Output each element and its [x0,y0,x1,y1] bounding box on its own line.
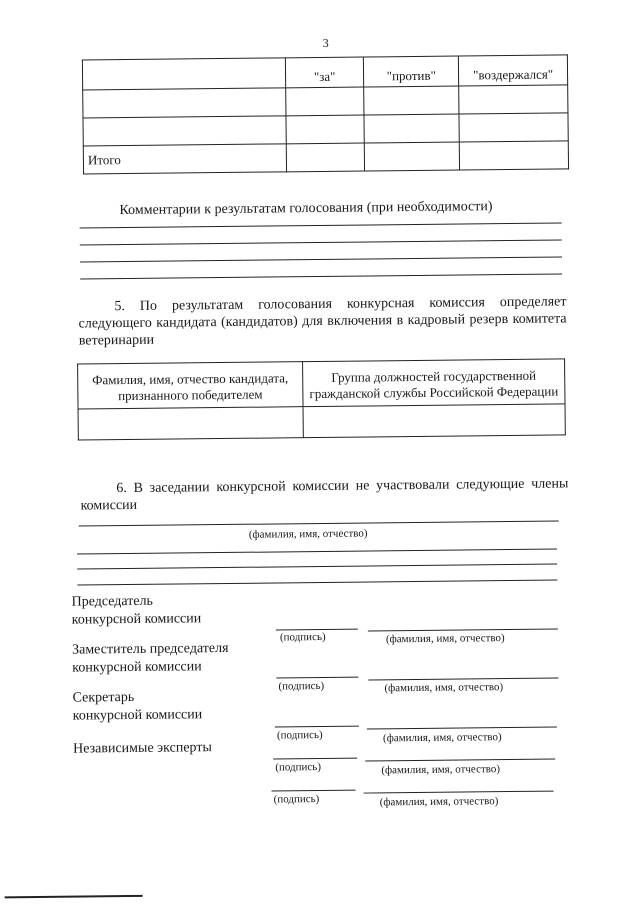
experts-title: Независимые эксперты [73,740,212,757]
fio-line [368,629,558,632]
section-5-paragraph [78,293,567,349]
fio-line [368,678,558,681]
fio-caption: (фамилия, имя, отчество) [381,763,501,777]
signature-caption: (подпись) [278,679,325,693]
table-cell [364,114,459,143]
fio-caption: (фамилия, имя, отчество) [382,731,502,745]
absent-member-line [79,521,559,527]
table-cell [83,88,286,118]
table-cell [78,407,303,440]
table-header-row [78,359,565,409]
secretary-role [72,688,202,725]
signature-line [272,790,356,792]
table-cell [286,143,365,172]
signature-caption: (подпись) [276,728,323,742]
table-cell [83,116,286,146]
position-group-header: Группа должностей государственной гражданской службы Российской Федерации [303,359,565,407]
absent-member-line [77,564,557,570]
signature-caption: (подпись) [273,793,320,806]
comment-line [80,239,562,245]
signature-line [275,726,359,728]
fio-caption: (фамилия, имя, отчество) [385,632,505,646]
section-6-text: 6. В заседании конкурсной комиссии не участвовали следующие члены комиссии [80,476,569,514]
deputy-commission: конкурсной комиссии [72,659,202,676]
chair-title: Председатель [71,593,153,610]
fio-line [364,791,554,794]
vote-results-table [82,54,569,174]
signature-caption: (подпись) [275,761,322,774]
header-cell-against: "против" [364,56,459,87]
signature-caption: (подпись) [279,630,326,644]
section-5-text: 5. По результатам голосования конкурсная комиссия определяет следующего кандидата (кандидатов) для включения в кадровый резерв комитета ветеринарии [78,294,567,349]
experts-role [73,739,212,758]
comment-line [80,256,562,262]
secretary-title: Секретарь [72,689,135,706]
fio-line [367,727,557,730]
header-cell-for: "за" [285,57,364,88]
chair-role [71,592,201,629]
candidate-table [77,358,566,440]
comments-label: Комментарии к результатам голосования (при необходимости) [119,199,493,219]
chair-commission: конкурсной комиссии [71,611,202,628]
table-cell [365,142,460,171]
table-cell [285,87,364,116]
fio-caption: (фамилия, имя, отчество) [248,527,368,541]
total-label-cell: Итого [83,144,286,174]
fio-line [365,759,555,762]
candidate-name-header: Фамилия, имя, отчество кандидата, признанного победителем [78,362,303,409]
absent-member-line [77,580,557,586]
table-row-total [83,141,568,174]
table-cell [459,85,568,114]
footnote-divider [5,895,143,898]
signature-line [273,758,357,760]
table-cell [459,113,568,142]
fio-caption: (фамилия, имя, отчество) [384,681,504,695]
table-cell [459,141,568,170]
signature-line [276,677,358,679]
page-number: 3 [322,35,329,50]
header-cell-abstained: "воздержался" [458,55,567,86]
section-6-paragraph [80,475,568,514]
absent-member-line [77,549,557,555]
table-cell [286,115,365,144]
fio-caption: (фамилия, имя, отчество) [379,795,499,809]
deputy-role [72,640,229,678]
table-row [78,404,565,440]
deputy-title: Заместитель председателя [71,640,229,658]
comment-line [80,273,562,279]
header-cell [82,58,285,90]
table-cell [364,86,459,115]
table-cell [303,404,565,438]
comment-line [80,222,562,228]
secretary-commission: конкурсной комиссии [72,707,203,724]
